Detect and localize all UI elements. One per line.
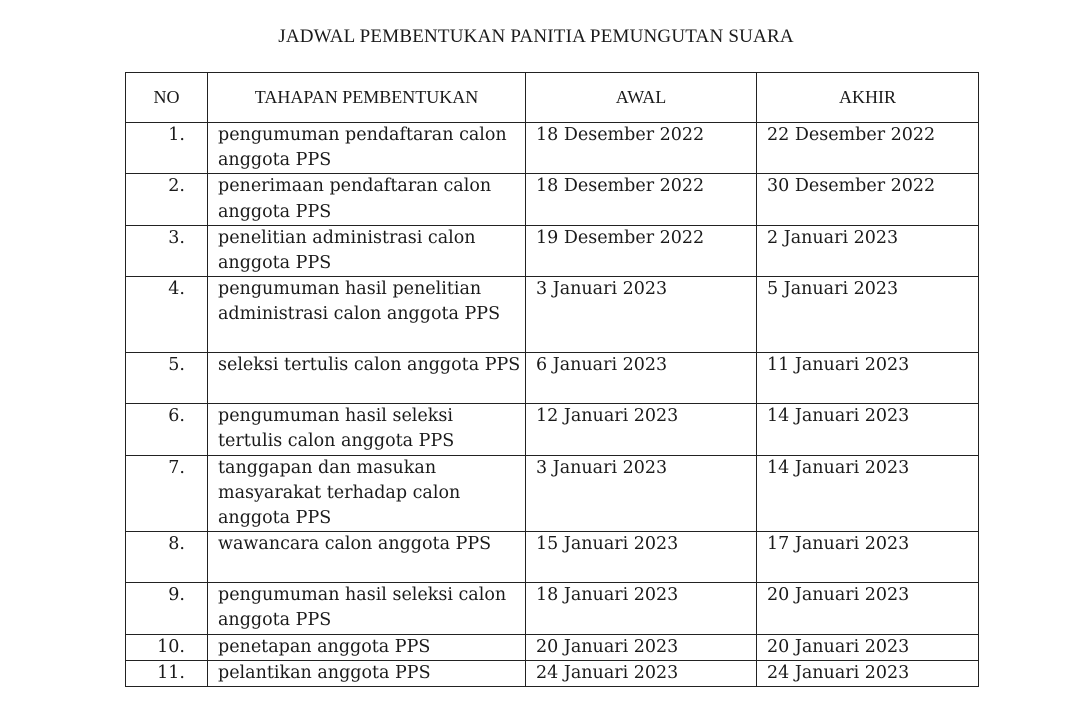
table-row: [126, 404, 979, 455]
cell-tahapan: pengumuman pendaftaran calon anggota PPS: [208, 123, 526, 174]
cell-tahapan: seleksi tertulis calon anggota PPS: [208, 353, 526, 404]
cell-awal: 18 Desember 2022: [526, 174, 757, 225]
cell-tahapan: pengumuman hasil penelitian administrasi calon anggota PPS: [208, 277, 526, 353]
cell-awal: 20 Januari 2023: [526, 634, 757, 660]
cell-no: 5.: [126, 353, 208, 404]
cell-tahapan: wawancara calon anggota PPS: [208, 532, 526, 583]
cell-awal: 18 Desember 2022: [526, 123, 757, 174]
header-awal: AWAL: [526, 73, 757, 123]
header-akhir: AKHIR: [757, 73, 979, 123]
cell-tahapan: pengumuman hasil seleksi calon anggota PPS: [208, 583, 526, 634]
cell-akhir: 24 Januari 2023: [757, 660, 979, 686]
table-header-row: [126, 73, 979, 123]
document-title: JADWAL PEMBENTUKAN PANITIA PEMUNGUTAN SUARA: [278, 26, 794, 47]
cell-akhir: 2 Januari 2023: [757, 225, 979, 276]
cell-akhir: 14 Januari 2023: [757, 404, 979, 455]
cell-akhir: 17 Januari 2023: [757, 532, 979, 583]
header-tahapan: TAHAPAN PEMBENTUKAN: [208, 73, 526, 123]
table-row: [126, 583, 979, 634]
table-row: [126, 532, 979, 583]
cell-akhir: 20 Januari 2023: [757, 634, 979, 660]
cell-awal: 3 Januari 2023: [526, 455, 757, 532]
cell-tahapan: pengumuman hasil seleksi tertulis calon anggota PPS: [208, 404, 526, 455]
cell-no: 11.: [126, 660, 208, 686]
cell-awal: 3 Januari 2023: [526, 277, 757, 353]
table-row: [126, 174, 979, 225]
cell-awal: 15 Januari 2023: [526, 532, 757, 583]
table-row: [126, 455, 979, 532]
cell-no: 6.: [126, 404, 208, 455]
cell-awal: 18 Januari 2023: [526, 583, 757, 634]
cell-akhir: 5 Januari 2023: [757, 277, 979, 353]
cell-tahapan: penerimaan pendaftaran calon anggota PPS: [208, 174, 526, 225]
cell-akhir: 11 Januari 2023: [757, 353, 979, 404]
cell-awal: 19 Desember 2022: [526, 225, 757, 276]
cell-no: 9.: [126, 583, 208, 634]
schedule-table: [125, 72, 979, 687]
cell-tahapan: pelantikan anggota PPS: [208, 660, 526, 686]
cell-no: 8.: [126, 532, 208, 583]
cell-awal: 6 Januari 2023: [526, 353, 757, 404]
table-row: [126, 634, 979, 660]
table-row: [126, 277, 979, 353]
table-row: [126, 225, 979, 276]
cell-awal: 12 Januari 2023: [526, 404, 757, 455]
cell-no: 4.: [126, 277, 208, 353]
cell-tahapan: tanggapan dan masukan masyarakat terhadap calon anggota PPS: [208, 455, 526, 532]
cell-akhir: 20 Januari 2023: [757, 583, 979, 634]
cell-awal: 24 Januari 2023: [526, 660, 757, 686]
cell-akhir: 30 Desember 2022: [757, 174, 979, 225]
table-row: [126, 660, 979, 686]
cell-tahapan: penetapan anggota PPS: [208, 634, 526, 660]
cell-akhir: 22 Desember 2022: [757, 123, 979, 174]
table-row: [126, 123, 979, 174]
cell-no: 1.: [126, 123, 208, 174]
cell-tahapan: penelitian administrasi calon anggota PPS: [208, 225, 526, 276]
header-no: NO: [126, 73, 208, 123]
cell-akhir: 14 Januari 2023: [757, 455, 979, 532]
cell-no: 2.: [126, 174, 208, 225]
table-row: [126, 353, 979, 404]
cell-no: 10.: [126, 634, 208, 660]
cell-no: 3.: [126, 225, 208, 276]
cell-no: 7.: [126, 455, 208, 532]
